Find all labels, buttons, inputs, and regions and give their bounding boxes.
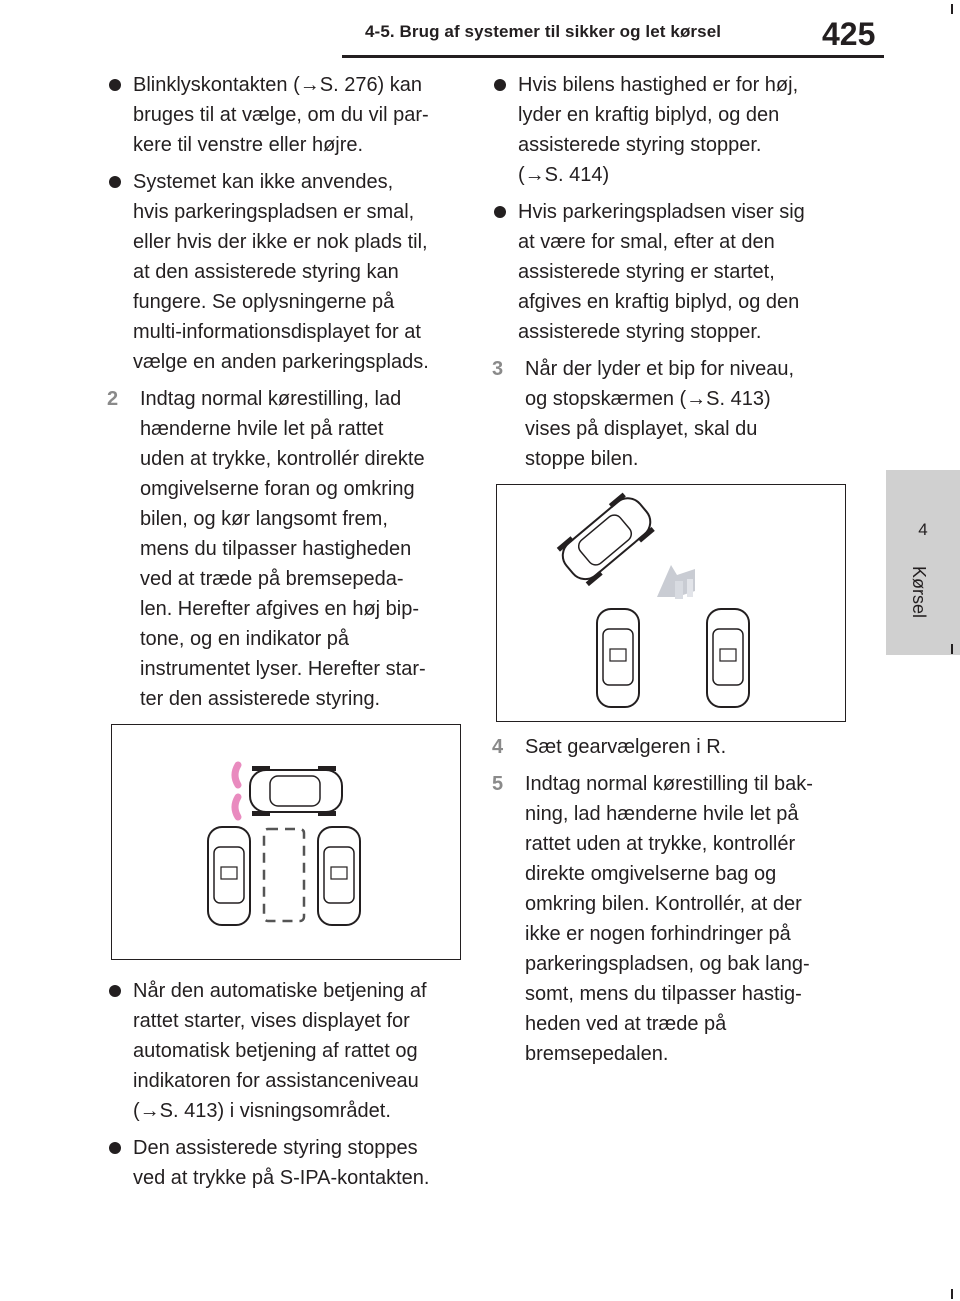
chapter-label: Kørsel	[909, 566, 929, 619]
step-3: 3 Når der lyder et bip for niveau, og stopskærmen (→S. 413) vises på displayet, skal du stoppe bilen.	[492, 354, 847, 474]
parking-figure-stop	[496, 484, 846, 722]
step-number: 4	[492, 736, 504, 758]
parking-figure-forward	[111, 724, 461, 960]
chapter-number: 4	[918, 520, 928, 539]
parking-diagram	[112, 725, 460, 959]
parked-car-icon	[597, 609, 639, 707]
bullet-item: Hvis parkeringspladsen viser sig at være for smal, efter at den assisterede styring er startet, afgives en kraftig biplyd, og den assisterede styring stopper.	[492, 197, 847, 347]
crop-mark	[951, 644, 953, 654]
crop-mark	[951, 4, 953, 14]
step-number: 2	[107, 388, 119, 410]
right-column	[492, 70, 847, 1076]
chapter-tab	[886, 470, 960, 655]
step-number: 3	[492, 358, 504, 380]
parking-diagram	[497, 485, 845, 721]
left-column	[107, 70, 462, 1200]
step-number: 5	[492, 773, 504, 795]
parked-car-icon	[707, 609, 749, 707]
step-5: 5 Indtag normal kørestilling til bak- ning, lad hænderne hvile let på rattet uden at trykke, kontrollér direkte omgivelserne bag og omkring bilen. Kontrollér, at der ikke er nogen forhindringer på parkeringspladsen, og bak lang- somt, mens du tilpasser hastig- heden ved at træde på bremsepedalen.	[492, 769, 847, 1069]
bullet-item: Når den automatiske betjening af rattet starter, vises displayet for automatisk betjening af rattet og indikatoren for assistanceniveau (→S. 413) i visningsområdet.	[107, 976, 462, 1126]
parking-space-outline	[264, 829, 304, 921]
parked-car-icon	[318, 827, 360, 925]
bullet-item: Blinklyskontakten (→S. 276) kan bruges til at vælge, om du vil par- kere til venstre eller højre.	[107, 70, 462, 160]
step-2: 2 Indtag normal kørestilling, lad hænderne hvile let på rattet uden at trykke, kontrollér direkte omgivelserne foran og omkring bilen, og kør langsomt frem, mens du tilpasser hastigheden ved at træde på bremsepeda- len. Herefter afgives en høj bip- tone, og en indikator på instrumentet lyser. Herefter star- ter den assisterede styring.	[107, 384, 462, 714]
page-number: 425	[822, 16, 876, 52]
step-4: 4 Sæt gearvælgeren i R.	[492, 732, 847, 762]
bullet-item: Hvis bilens hastighed er for høj, lyder en kraftig biplyd, og den assisterede styring stopper. (→S. 414)	[492, 70, 847, 190]
moving-car-icon	[235, 765, 342, 817]
section-title: 4-5. Brug af systemer til sikker og let kørsel	[365, 22, 722, 41]
motion-arrow-icon	[657, 565, 695, 599]
parked-car-icon	[208, 827, 250, 925]
bullet-item: Den assisterede styring stoppes ved at trykke på S-IPA-kontakten.	[107, 1133, 462, 1193]
header-rule	[342, 55, 884, 58]
crop-mark	[951, 1289, 953, 1299]
bullet-item: Systemet kan ikke anvendes, hvis parkeringspladsen er smal, eller hvis der ikke er nok plads til, at den assisterede styring kan fungere. Se oplysningerne på multi-informationsdisplayet for at vælge en anden parkeringsplads.	[107, 167, 462, 377]
stopped-car-icon	[554, 489, 660, 589]
